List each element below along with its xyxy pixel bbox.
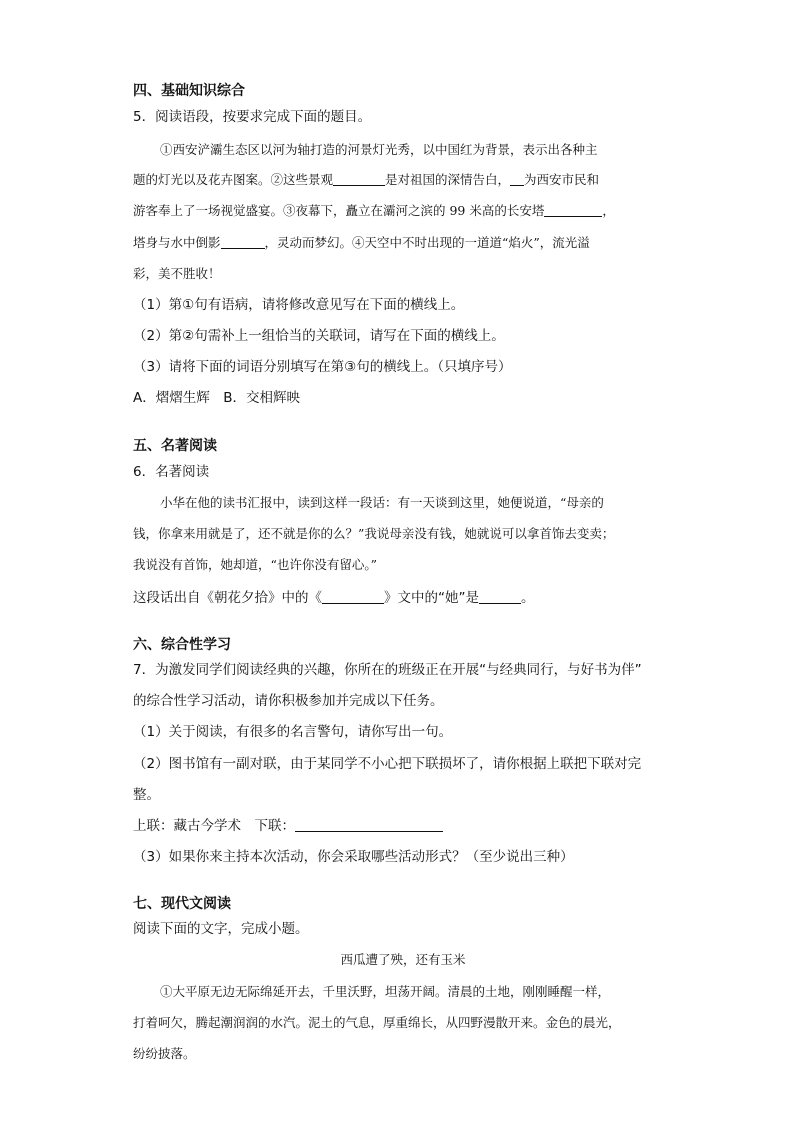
passage-line: 塔身与水中倒影 ，灵动而梦幻。④天空中不时出现的一道道“焰火”，流光溢: [133, 235, 590, 250]
question-5: 5．阅读语段，按要求完成下面的题目。: [133, 109, 372, 125]
sub-question-3: （3）如果你来主持本次活动，你会采取哪些活动形式？（至少说出三种）: [133, 849, 574, 865]
section-4-title: 四、基础知识综合: [133, 83, 245, 99]
passage-line: ①西安浐灞生态区以河为轴打造的河景灯光秀，以中国红为背景，表示出各种主: [160, 142, 598, 157]
excerpt-line: 我说没有首饰，她却道，“也许你没有留心。”: [133, 557, 378, 572]
blank-line[interactable]: [322, 589, 384, 604]
article-line: 纷纷披落。: [133, 1046, 196, 1061]
question-6: 6．名著阅读: [133, 464, 210, 480]
article-line: ①大平原无边无际绵延开去，千里沃野，坦荡开阔。清晨的土地，刚刚睡醒一样，: [160, 984, 611, 999]
blank-line[interactable]: [221, 234, 265, 249]
blank-line[interactable]: [479, 589, 521, 604]
sub-question-1: （1）关于阅读，有很多的名言警句，请你写出一句。: [133, 724, 453, 740]
article-line: 打着呵欠，腾起潮润润的水汽。泥土的气息，厚重绵长，从四野漫散开来。金色的晨光，: [133, 1015, 621, 1030]
options: A．熠熠生辉 B．交相辉映: [133, 390, 300, 406]
sub-question-3: （3）请将下面的词语分别填写在第③句的横线上。（只填序号）: [133, 359, 512, 375]
blank-line[interactable]: [333, 171, 385, 186]
section-7-title: 七、现代文阅读: [133, 896, 231, 912]
question-7-line1: 7．为激发同学们阅读经典的兴趣，你所在的班级正在开展“与经典同行，与好书为伴”: [133, 662, 642, 678]
passage-line: 题的灯光以及花卉图案。②这些景观 是对祖国的深情告白， 为西安市民和: [133, 172, 600, 187]
section-5-title: 五、名著阅读: [133, 438, 217, 454]
blank-line[interactable]: [295, 817, 443, 832]
section-6-title: 六、综合性学习: [133, 637, 231, 653]
sub-question-2-cont: 整。: [133, 787, 160, 803]
sub-question-2: （2）图书馆有一副对联，由于某同学不小心把下联损坏了，请你根据上联把下联对完: [133, 756, 642, 772]
passage-line: 游客奉上了一场视觉盛宴。③夜幕下，矗立在灞河之滨的 99 米高的长安塔 ，: [133, 203, 615, 218]
couplet-line: 上联：藏古今学术 下联：: [133, 816, 673, 836]
question-7-line2: 的综合性学习活动，请你积极参加并完成以下任务。: [133, 693, 444, 709]
article-title: 西瓜遭了殃，还有玉米: [340, 952, 466, 967]
blank-line[interactable]: [544, 202, 602, 217]
sub-question-1: （1）第①句有语病，请将修改意见写在下面的横线上。: [133, 297, 465, 313]
excerpt-line: 小华在他的读书汇报中，读到这样一段话：有一天谈到这里，她便说道，“母亲的: [160, 495, 604, 510]
reading-intro: 阅读下面的文字，完成小题。: [133, 921, 309, 937]
blank-line[interactable]: [510, 171, 524, 186]
question-6-prompt: 这段话出自《朝花夕拾》中的《 》文中的“她”是 。: [133, 590, 535, 606]
sub-question-2: （2）第②句需补上一组恰当的关联词，请写在下面的横线上。: [133, 328, 505, 344]
passage-line: 彩，美不胜收！: [133, 266, 221, 281]
excerpt-line: 钱，你拿来用就是了，还不就是你的么？”我说母亲没有钱，她就说可以拿首饰去变卖；: [133, 526, 615, 541]
